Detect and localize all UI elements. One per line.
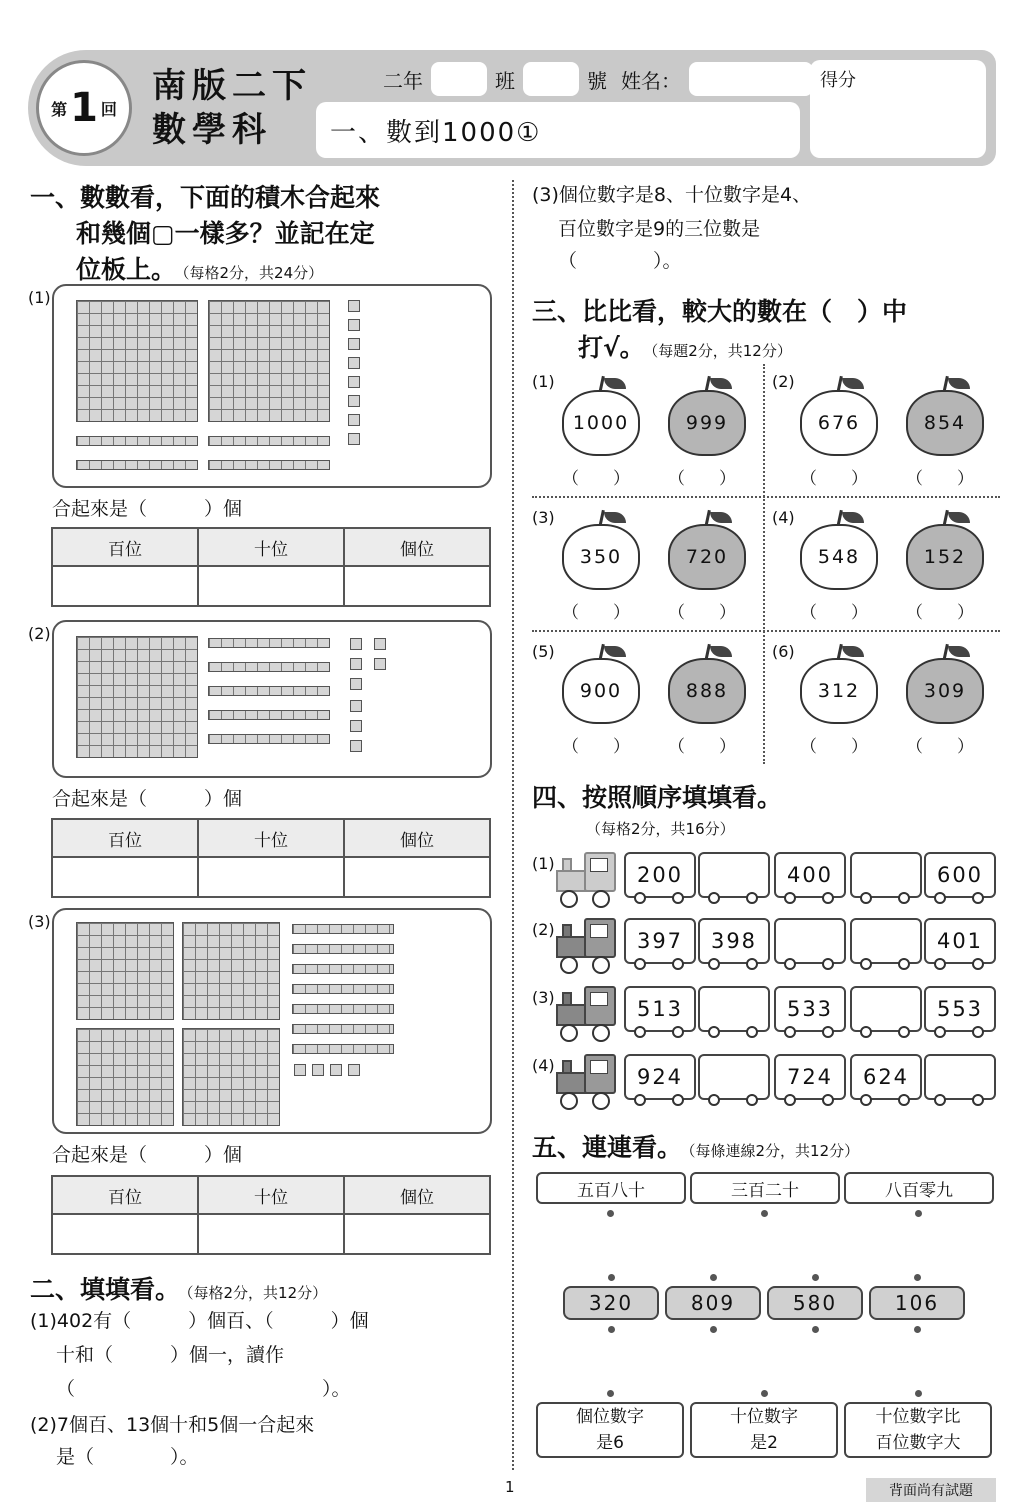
match-dot[interactable]	[914, 1274, 921, 1281]
lesson-suffix: 回	[100, 99, 117, 119]
wheel-icon	[634, 1026, 646, 1038]
compare-label-1: (1)	[532, 372, 555, 391]
ten-rod	[208, 460, 330, 470]
apple-number: 312	[800, 658, 878, 724]
ten-rod	[208, 436, 330, 446]
unit-cube	[348, 395, 360, 407]
train-car[interactable]	[850, 852, 922, 898]
match-top-1[interactable]: 五百八十	[536, 1172, 686, 1204]
section4-title: 四、按照順序填填看。	[532, 783, 783, 812]
match-dot[interactable]	[608, 1274, 615, 1281]
wheel-icon	[898, 1094, 910, 1106]
section5-points: （每條連線2分，共12分）	[688, 1142, 860, 1160]
section1-q3-label: (3)	[28, 912, 51, 931]
apple-5b	[668, 644, 746, 726]
wheel-icon	[708, 892, 720, 904]
lesson-badge	[36, 60, 132, 156]
place-value-table-3	[51, 1175, 491, 1255]
section3-title	[532, 294, 1002, 369]
unit-cube	[348, 414, 360, 426]
compare-label-2: (2)	[772, 372, 795, 391]
blocks-panel-2	[52, 620, 492, 778]
class-label: 班	[495, 68, 515, 93]
match-number-4[interactable]: 106	[869, 1286, 965, 1320]
train-label-1: (1)	[532, 854, 555, 873]
wheel-icon	[972, 1094, 984, 1106]
wheel-icon	[746, 892, 758, 904]
hundreds-cell[interactable]	[52, 1214, 198, 1254]
train-car[interactable]	[850, 918, 922, 964]
ten-rod	[76, 436, 198, 446]
col-tens: 十位	[198, 1176, 344, 1214]
section2-q1-line1: (1)402有（ ）個百、（ ）個	[30, 1310, 369, 1332]
match-bottom-1-line1: 個位數字	[576, 1407, 644, 1427]
train-car[interactable]	[698, 986, 770, 1032]
ten-rod	[292, 964, 394, 974]
hundred-block	[76, 1028, 174, 1126]
name-label: 姓名：	[621, 68, 681, 93]
ten-rod	[76, 460, 198, 470]
match-dot[interactable]	[607, 1210, 614, 1217]
unit-cube	[350, 638, 362, 650]
train-car[interactable]	[698, 852, 770, 898]
wheel-icon	[972, 958, 984, 970]
section2-q2-line1: (2)7個百、13個十和5個一合起來	[30, 1414, 315, 1436]
unit-cube	[348, 338, 360, 350]
apple-4b	[906, 510, 984, 592]
ten-rod	[292, 984, 394, 994]
apple-number: 152	[906, 524, 984, 590]
answer-line-2: 合起來是（ ）個	[52, 788, 243, 810]
apple-1a	[562, 376, 640, 458]
match-bottom-1[interactable]	[536, 1402, 684, 1458]
unit-cube	[348, 1064, 360, 1076]
grid-divider	[763, 364, 765, 764]
match-dot[interactable]	[761, 1210, 768, 1217]
apple-1b	[668, 376, 746, 458]
subject-line2: 數學科	[152, 110, 272, 150]
match-number-1[interactable]: 320	[563, 1286, 659, 1320]
section2-q3-line1: (3)個位數字是8、十位數字是4、	[532, 184, 812, 206]
section1-points: （每格2分，共24分）	[182, 264, 324, 282]
col-tens: 十位	[198, 528, 344, 566]
blocks-panel-1	[52, 284, 492, 488]
tens-cell[interactable]	[198, 857, 344, 897]
place-value-table-2	[51, 818, 491, 898]
unit-cube	[294, 1064, 306, 1076]
match-bottom-2[interactable]	[690, 1402, 838, 1458]
answer-line-1: 合起來是（ ）個	[52, 498, 243, 520]
match-number-3[interactable]: 580	[767, 1286, 863, 1320]
wheel-icon	[784, 1026, 796, 1038]
train-engine-icon	[556, 852, 620, 910]
check-paren-4a[interactable]: （ ）	[800, 603, 868, 623]
wheel-icon	[784, 892, 796, 904]
col-hundreds: 百位	[52, 1176, 198, 1214]
check-paren-3b[interactable]: （ ）	[668, 603, 736, 623]
apple-6b	[906, 644, 984, 726]
grid-divider	[532, 496, 1000, 498]
apple-number: 309	[906, 658, 984, 724]
wheel-icon	[708, 1026, 720, 1038]
ten-rod	[292, 944, 394, 954]
header-banner	[28, 50, 996, 166]
hundred-block	[208, 300, 330, 422]
train-car[interactable]: 398	[698, 918, 770, 964]
wheel-icon	[898, 892, 910, 904]
wheel-icon	[672, 892, 684, 904]
ten-rod	[208, 662, 330, 672]
section2-q1-line2: 十和（ ）個一，讀作	[56, 1344, 285, 1366]
section1-title	[30, 180, 500, 291]
train-car[interactable]	[774, 918, 846, 964]
section5-title	[532, 1130, 859, 1169]
wheel-icon	[934, 1026, 946, 1038]
apple-number: 350	[562, 524, 640, 590]
match-top-3[interactable]: 八百零九	[844, 1172, 994, 1204]
match-bottom-3-line2: 百位數字大	[875, 1433, 961, 1453]
check-paren-6b[interactable]: （ ）	[906, 737, 974, 757]
column-divider	[512, 180, 514, 1470]
ten-rod	[292, 1004, 394, 1014]
wheel-icon	[672, 1094, 684, 1106]
match-dot[interactable]	[607, 1390, 614, 1397]
unit-cube	[350, 720, 362, 732]
student-info-row	[383, 62, 813, 96]
blocks-panel-3	[52, 908, 492, 1134]
unit-cube	[350, 678, 362, 690]
ten-rod	[292, 1024, 394, 1034]
grade-field[interactable]	[431, 62, 487, 96]
apple-number: 676	[800, 390, 878, 456]
train-car[interactable]: 553	[924, 986, 996, 1032]
apple-4a	[800, 510, 878, 592]
train-car[interactable]: 401	[924, 918, 996, 964]
train-car[interactable]: 724	[774, 1054, 846, 1100]
lesson-prefix: 第	[51, 99, 68, 119]
train-label-3: (3)	[532, 988, 555, 1007]
unit-cube	[348, 300, 360, 312]
check-paren-6a[interactable]: （ ）	[800, 737, 868, 757]
wheel-icon	[634, 958, 646, 970]
wheel-icon	[634, 1094, 646, 1106]
match-dot[interactable]	[915, 1210, 922, 1217]
seat-label: 號	[587, 68, 607, 93]
subject-line1: 南版二下	[152, 66, 312, 106]
col-hundreds: 百位	[52, 819, 198, 857]
unit-title: 一、數到1000①	[316, 102, 800, 158]
unit-cube	[348, 357, 360, 369]
wheel-icon	[784, 958, 796, 970]
match-bottom-2-line1: 十位數字	[730, 1407, 798, 1427]
section3-title-line2: 打√。	[578, 333, 645, 362]
wheel-icon	[860, 892, 872, 904]
ones-cell[interactable]	[344, 1214, 490, 1254]
match-bottom-1-line2: 是6	[596, 1433, 624, 1453]
wheel-icon	[672, 958, 684, 970]
check-paren-1b[interactable]: （ ）	[668, 469, 736, 489]
wheel-icon	[746, 958, 758, 970]
section1-title-line1: 一、數數看，下面的積木合起來	[30, 183, 381, 212]
compare-label-4: (4)	[772, 508, 795, 527]
wheel-icon	[934, 1094, 946, 1106]
apple-2a	[800, 376, 878, 458]
train-label-4: (4)	[532, 1056, 555, 1075]
ones-cell[interactable]	[344, 566, 490, 606]
unit-cube	[350, 740, 362, 752]
apple-3b	[668, 510, 746, 592]
wheel-icon	[746, 1026, 758, 1038]
col-ones: 個位	[344, 819, 490, 857]
match-dot[interactable]	[608, 1326, 615, 1333]
wheel-icon	[934, 958, 946, 970]
section3-title-line1: 三、比比看，較大的數在（ ）中	[532, 297, 908, 326]
ten-rod	[208, 686, 330, 696]
col-ones: 個位	[344, 1176, 490, 1214]
train-engine-icon	[556, 1054, 620, 1112]
unit-cube	[330, 1064, 342, 1076]
wheel-icon	[822, 1094, 834, 1106]
train-engine-icon	[556, 918, 620, 976]
apple-2b	[906, 376, 984, 458]
match-dot[interactable]	[812, 1326, 819, 1333]
tens-cell[interactable]	[198, 566, 344, 606]
match-number-2[interactable]: 809	[665, 1286, 761, 1320]
apple-number: 900	[562, 658, 640, 724]
wheel-icon	[708, 1094, 720, 1106]
train-car[interactable]: 200	[624, 852, 696, 898]
ten-rod	[292, 924, 394, 934]
match-dot[interactable]	[915, 1390, 922, 1397]
section2-q1-line3: （ ）。	[56, 1378, 351, 1400]
wheel-icon	[708, 958, 720, 970]
train-car[interactable]: 600	[924, 852, 996, 898]
answer-line-3: 合起來是（ ）個	[52, 1144, 243, 1166]
section1-q2-label: (2)	[28, 624, 51, 643]
section1-title-line2: 和幾個▢一樣多？並記在定	[76, 219, 375, 248]
grid-divider	[532, 630, 1000, 632]
check-paren-4b[interactable]: （ ）	[906, 603, 974, 623]
score-box[interactable]	[810, 60, 986, 158]
match-dot[interactable]	[761, 1390, 768, 1397]
apple-number: 1000	[562, 390, 640, 456]
train-car[interactable]: 924	[624, 1054, 696, 1100]
wheel-icon	[672, 1026, 684, 1038]
check-paren-3a[interactable]: （ ）	[562, 603, 630, 623]
unit-cube	[348, 433, 360, 445]
match-dot[interactable]	[710, 1326, 717, 1333]
check-paren-5a[interactable]: （ ）	[562, 737, 630, 757]
lesson-number: 1	[70, 85, 98, 131]
wheel-icon	[634, 892, 646, 904]
train-car[interactable]: 533	[774, 986, 846, 1032]
wheel-icon	[898, 1026, 910, 1038]
hundred-block	[76, 636, 198, 758]
match-bottom-3-line1: 十位數字比	[875, 1407, 961, 1427]
name-field[interactable]	[689, 62, 813, 96]
hundred-block	[76, 300, 198, 422]
ten-rod	[208, 734, 330, 744]
hundred-block	[182, 922, 280, 1020]
section4-points: （每格2分，共16分）	[586, 820, 735, 838]
subject-title	[152, 64, 312, 152]
wheel-icon	[898, 958, 910, 970]
page-number: 1	[505, 1478, 515, 1496]
place-value-table-1	[51, 527, 491, 607]
match-bottom-3[interactable]	[844, 1402, 992, 1458]
score-label: 得分	[820, 70, 856, 91]
seat-field[interactable]	[523, 62, 579, 96]
train-car[interactable]	[850, 986, 922, 1032]
section2-title-text: 二、填填看。	[30, 1275, 181, 1304]
unit-cube	[374, 658, 386, 670]
wheel-icon	[972, 1026, 984, 1038]
wheel-icon	[746, 1094, 758, 1106]
unit-cube	[348, 319, 360, 331]
unit-cube	[350, 658, 362, 670]
section3-points: （每題2分，共12分）	[650, 342, 792, 360]
apple-number: 720	[668, 524, 746, 590]
check-paren-2b[interactable]: （ ）	[906, 469, 974, 489]
train-label-2: (2)	[532, 920, 555, 939]
hundreds-cell[interactable]	[52, 857, 198, 897]
apple-number: 548	[800, 524, 878, 590]
check-paren-5b[interactable]: （ ）	[668, 737, 736, 757]
apple-number: 888	[668, 658, 746, 724]
apple-number: 999	[668, 390, 746, 456]
train-engine-icon	[556, 986, 620, 1044]
unit-cube	[350, 700, 362, 712]
ones-cell[interactable]	[344, 857, 490, 897]
unit-cube	[348, 376, 360, 388]
compare-label-6: (6)	[772, 642, 795, 661]
section1-title-line3: 位板上。	[76, 255, 177, 284]
grade-label: 二年	[383, 68, 423, 93]
ten-rod	[208, 638, 330, 648]
match-bottom-2-line2: 是2	[750, 1433, 778, 1453]
wheel-icon	[822, 958, 834, 970]
unit-cube	[374, 638, 386, 650]
ten-rod	[292, 1044, 394, 1054]
section2-q3-line3: （ ）。	[558, 250, 682, 272]
train-car[interactable]: 624	[850, 1054, 922, 1100]
section2-points: （每格2分，共12分）	[186, 1284, 328, 1302]
wheel-icon	[972, 892, 984, 904]
wheel-icon	[822, 1026, 834, 1038]
wheel-icon	[784, 1094, 796, 1106]
col-hundreds: 百位	[52, 528, 198, 566]
col-ones: 個位	[344, 528, 490, 566]
wheel-icon	[860, 1094, 872, 1106]
train-car[interactable]	[924, 1054, 996, 1100]
match-top-2[interactable]: 三百二十	[690, 1172, 840, 1204]
section2-q3-line2: 百位數字是9的三位數是	[558, 218, 761, 240]
apple-5a	[562, 644, 640, 726]
tens-cell[interactable]	[198, 1214, 344, 1254]
apple-number: 854	[906, 390, 984, 456]
wheel-icon	[934, 892, 946, 904]
section1-q1-label: (1)	[28, 288, 51, 307]
train-car[interactable]	[698, 1054, 770, 1100]
col-tens: 十位	[198, 819, 344, 857]
section5-title-text: 五、連連看。	[532, 1133, 683, 1162]
compare-label-5: (5)	[532, 642, 555, 661]
apple-3a	[562, 510, 640, 592]
compare-label-3: (3)	[532, 508, 555, 527]
check-paren-2a[interactable]: （ ）	[800, 469, 868, 489]
hundred-block	[182, 1028, 280, 1126]
match-dot[interactable]	[914, 1326, 921, 1333]
back-note: 背面尚有試題	[866, 1478, 996, 1502]
unit-cube	[312, 1064, 324, 1076]
wheel-icon	[860, 958, 872, 970]
train-car[interactable]: 513	[624, 986, 696, 1032]
wheel-icon	[822, 892, 834, 904]
section2-q2-line2: 是（ ）。	[56, 1446, 199, 1468]
match-dot[interactable]	[710, 1274, 717, 1281]
apple-6a	[800, 644, 878, 726]
train-car[interactable]: 397	[624, 918, 696, 964]
hundred-block	[76, 922, 174, 1020]
ten-rod	[208, 710, 330, 720]
match-dot[interactable]	[812, 1274, 819, 1281]
check-paren-1a[interactable]: （ ）	[562, 469, 630, 489]
hundreds-cell[interactable]	[52, 566, 198, 606]
train-car[interactable]: 400	[774, 852, 846, 898]
wheel-icon	[860, 1026, 872, 1038]
